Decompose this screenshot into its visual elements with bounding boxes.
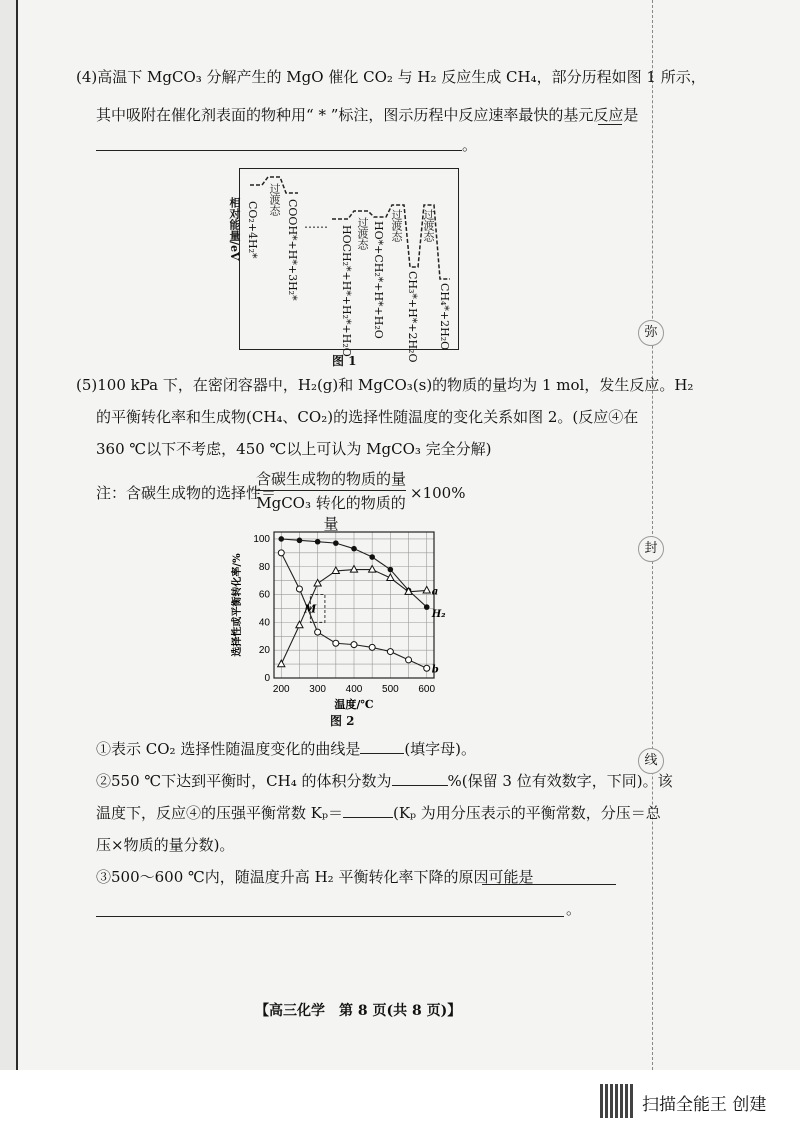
q5-s3-blank-2[interactable] xyxy=(96,916,564,917)
q5-s2-end: %(保留 3 位有效数字，下同)。该 xyxy=(447,772,673,790)
x-tick-label: 500 xyxy=(382,684,399,695)
y-tick-label: 100 xyxy=(253,533,270,545)
qr-code-icon xyxy=(600,1084,634,1118)
point-a xyxy=(423,586,430,593)
q5-line1: (5)100 kPa 下，在密闭容器中，H₂(g)和 MgCO₃(s)的物质的量均为 1 mol，发生反应。H₂ xyxy=(76,376,694,394)
page-edge xyxy=(16,0,18,1132)
fig1-species-6: CH₄*+2H₂O xyxy=(438,283,451,351)
q5-frac-bar xyxy=(256,490,406,491)
series-label-b: b xyxy=(431,664,439,676)
q5-line3: 360 ℃以下不考虑，450 ℃以上可认为 MgCO₃ 完全分解) xyxy=(96,440,492,458)
x-axis-label: 温度/℃ xyxy=(334,698,374,711)
point-b xyxy=(387,649,393,655)
q5-s1-text: ①表示 CO₂ 选择性随温度变化的曲线是 xyxy=(96,740,361,758)
q5-s1-end: (填字母)。 xyxy=(404,740,477,758)
x-tick-label: 300 xyxy=(309,684,326,695)
q5-s2-text: ②550 ℃下达到平衡时，CH₄ 的体积分数为 xyxy=(96,772,392,790)
annotation-m: M xyxy=(304,602,317,616)
chart-ticks xyxy=(253,534,435,695)
point-b xyxy=(315,629,321,635)
y-tick-label: 80 xyxy=(258,561,270,573)
fig1-caption: 图 1 xyxy=(332,354,357,368)
figure-2-chart xyxy=(228,520,448,720)
point-H₂ xyxy=(333,540,339,546)
point-b xyxy=(296,586,302,592)
q5-s2b-blank[interactable] xyxy=(343,803,393,818)
q5-note-prefix: 注：含碳生成物的选择性＝ xyxy=(96,484,277,502)
q5-note-suffix: ×100% xyxy=(410,484,466,502)
chart-grid xyxy=(274,532,434,678)
point-H₂ xyxy=(315,539,321,545)
point-H₂ xyxy=(297,538,303,544)
point-a xyxy=(278,660,285,667)
series-label-a: a xyxy=(431,586,439,598)
q5-s1-blank[interactable] xyxy=(360,739,404,754)
point-H₂ xyxy=(369,554,375,560)
y-axis-label: 选择性或平衡转化率/% xyxy=(232,553,243,657)
point-b xyxy=(278,550,284,556)
fig1-species-4: HO*+CH₂*+H*+H₂O xyxy=(372,221,385,339)
point-b xyxy=(424,665,430,671)
series-label-H₂: H₂ xyxy=(431,609,446,621)
fig1-ts-4: 过渡态 xyxy=(422,209,435,242)
fig1-ts-2: 过渡态 xyxy=(356,217,369,250)
side-mark-3: 线 xyxy=(638,748,664,774)
point-H₂ xyxy=(388,567,394,573)
q4-end-mark: 。 xyxy=(462,136,478,154)
point-b xyxy=(406,657,412,663)
q4-line1: (4)高温下 MgCO₃ 分解产生的 MgO 催化 CO₂ 与 H₂ 反应生成 CH₄，部分历程如图 1 所示， xyxy=(76,68,706,86)
y-tick-label: 60 xyxy=(258,589,270,601)
q5-frac-den: MgCO₃ 转化的物质的量 xyxy=(256,494,406,533)
fig2-caption: 图 2 xyxy=(330,714,355,728)
y-tick-label: 40 xyxy=(258,617,270,629)
fig1-ts-3: 过渡态 xyxy=(390,209,403,242)
point-b xyxy=(333,640,339,646)
q4-answer-blank-2[interactable] xyxy=(96,150,462,151)
chart-labels xyxy=(230,553,446,711)
scanner-brand: 扫描全能王 创建 xyxy=(642,1095,767,1115)
q5-frac-num: 含碳生成物的物质的量 xyxy=(256,470,407,488)
q5-s3-blank-1[interactable] xyxy=(482,884,616,885)
q5-s3-end: 。 xyxy=(566,900,582,918)
q5-line2: 的平衡转化率和生成物(CH₄、CO₂)的选择性随温度的变化关系如图 2。(反应④在 xyxy=(96,408,639,426)
page-footer: 【高三化学 第 8 页(共 8 页)】 xyxy=(255,1003,462,1019)
q4-line2: 其中吸附在催化剂表面的物种用“ * ”标注，图示历程中反应速率最快的基元反应是 xyxy=(96,106,639,124)
fig1-species-1: CO₂+4H₂* xyxy=(246,201,259,259)
point-H₂ xyxy=(424,604,430,610)
fig1-dots: …… xyxy=(304,217,328,231)
side-mark-1: 弥 xyxy=(638,320,664,346)
fig1-ts-1: 过渡态 xyxy=(268,183,281,216)
binding-line xyxy=(652,0,653,1070)
x-tick-label: 600 xyxy=(418,684,436,695)
fig1-species-5: CH₃*+H*+2H₂O xyxy=(406,271,419,363)
side-mark-2: 封 xyxy=(638,536,664,562)
q5-s2 xyxy=(96,770,673,792)
x-tick-label: 400 xyxy=(345,684,363,695)
fig1-species-2: COOH*+H*+3H₂* xyxy=(286,199,299,301)
q5-s3 xyxy=(96,866,533,888)
y-tick-label: 20 xyxy=(258,645,270,657)
q5-s1 xyxy=(96,738,476,760)
q5-s2-blank[interactable] xyxy=(392,771,448,786)
q5-s3-text: ③500～600 ℃内，随温度升高 H₂ 平衡转化率下降的原因可能是 xyxy=(96,868,534,886)
point-H₂ xyxy=(278,536,284,542)
fig1-ylabel: 相对能量/eV xyxy=(228,197,241,261)
point-H₂ xyxy=(351,546,357,552)
q4-answer-blank-1[interactable] xyxy=(598,124,622,125)
q5-s2b xyxy=(96,802,661,824)
point-b xyxy=(351,642,357,648)
y-tick-label: 0 xyxy=(264,673,270,684)
x-tick-label: 200 xyxy=(272,684,290,695)
q5-s2b-end: (Kₚ 为用分压表示的平衡常数，分压＝总 xyxy=(392,804,661,822)
q5-s2c: 压×物质的量分数)。 xyxy=(96,836,235,854)
q5-s2b-text: 温度下，反应④的压强平衡常数 Kₚ＝ xyxy=(96,804,343,822)
page-edge-shadow xyxy=(0,0,16,1132)
fig1-species-3: HOCH₂*+H*+H₂*+H₂O xyxy=(340,225,353,357)
point-b xyxy=(369,644,375,650)
